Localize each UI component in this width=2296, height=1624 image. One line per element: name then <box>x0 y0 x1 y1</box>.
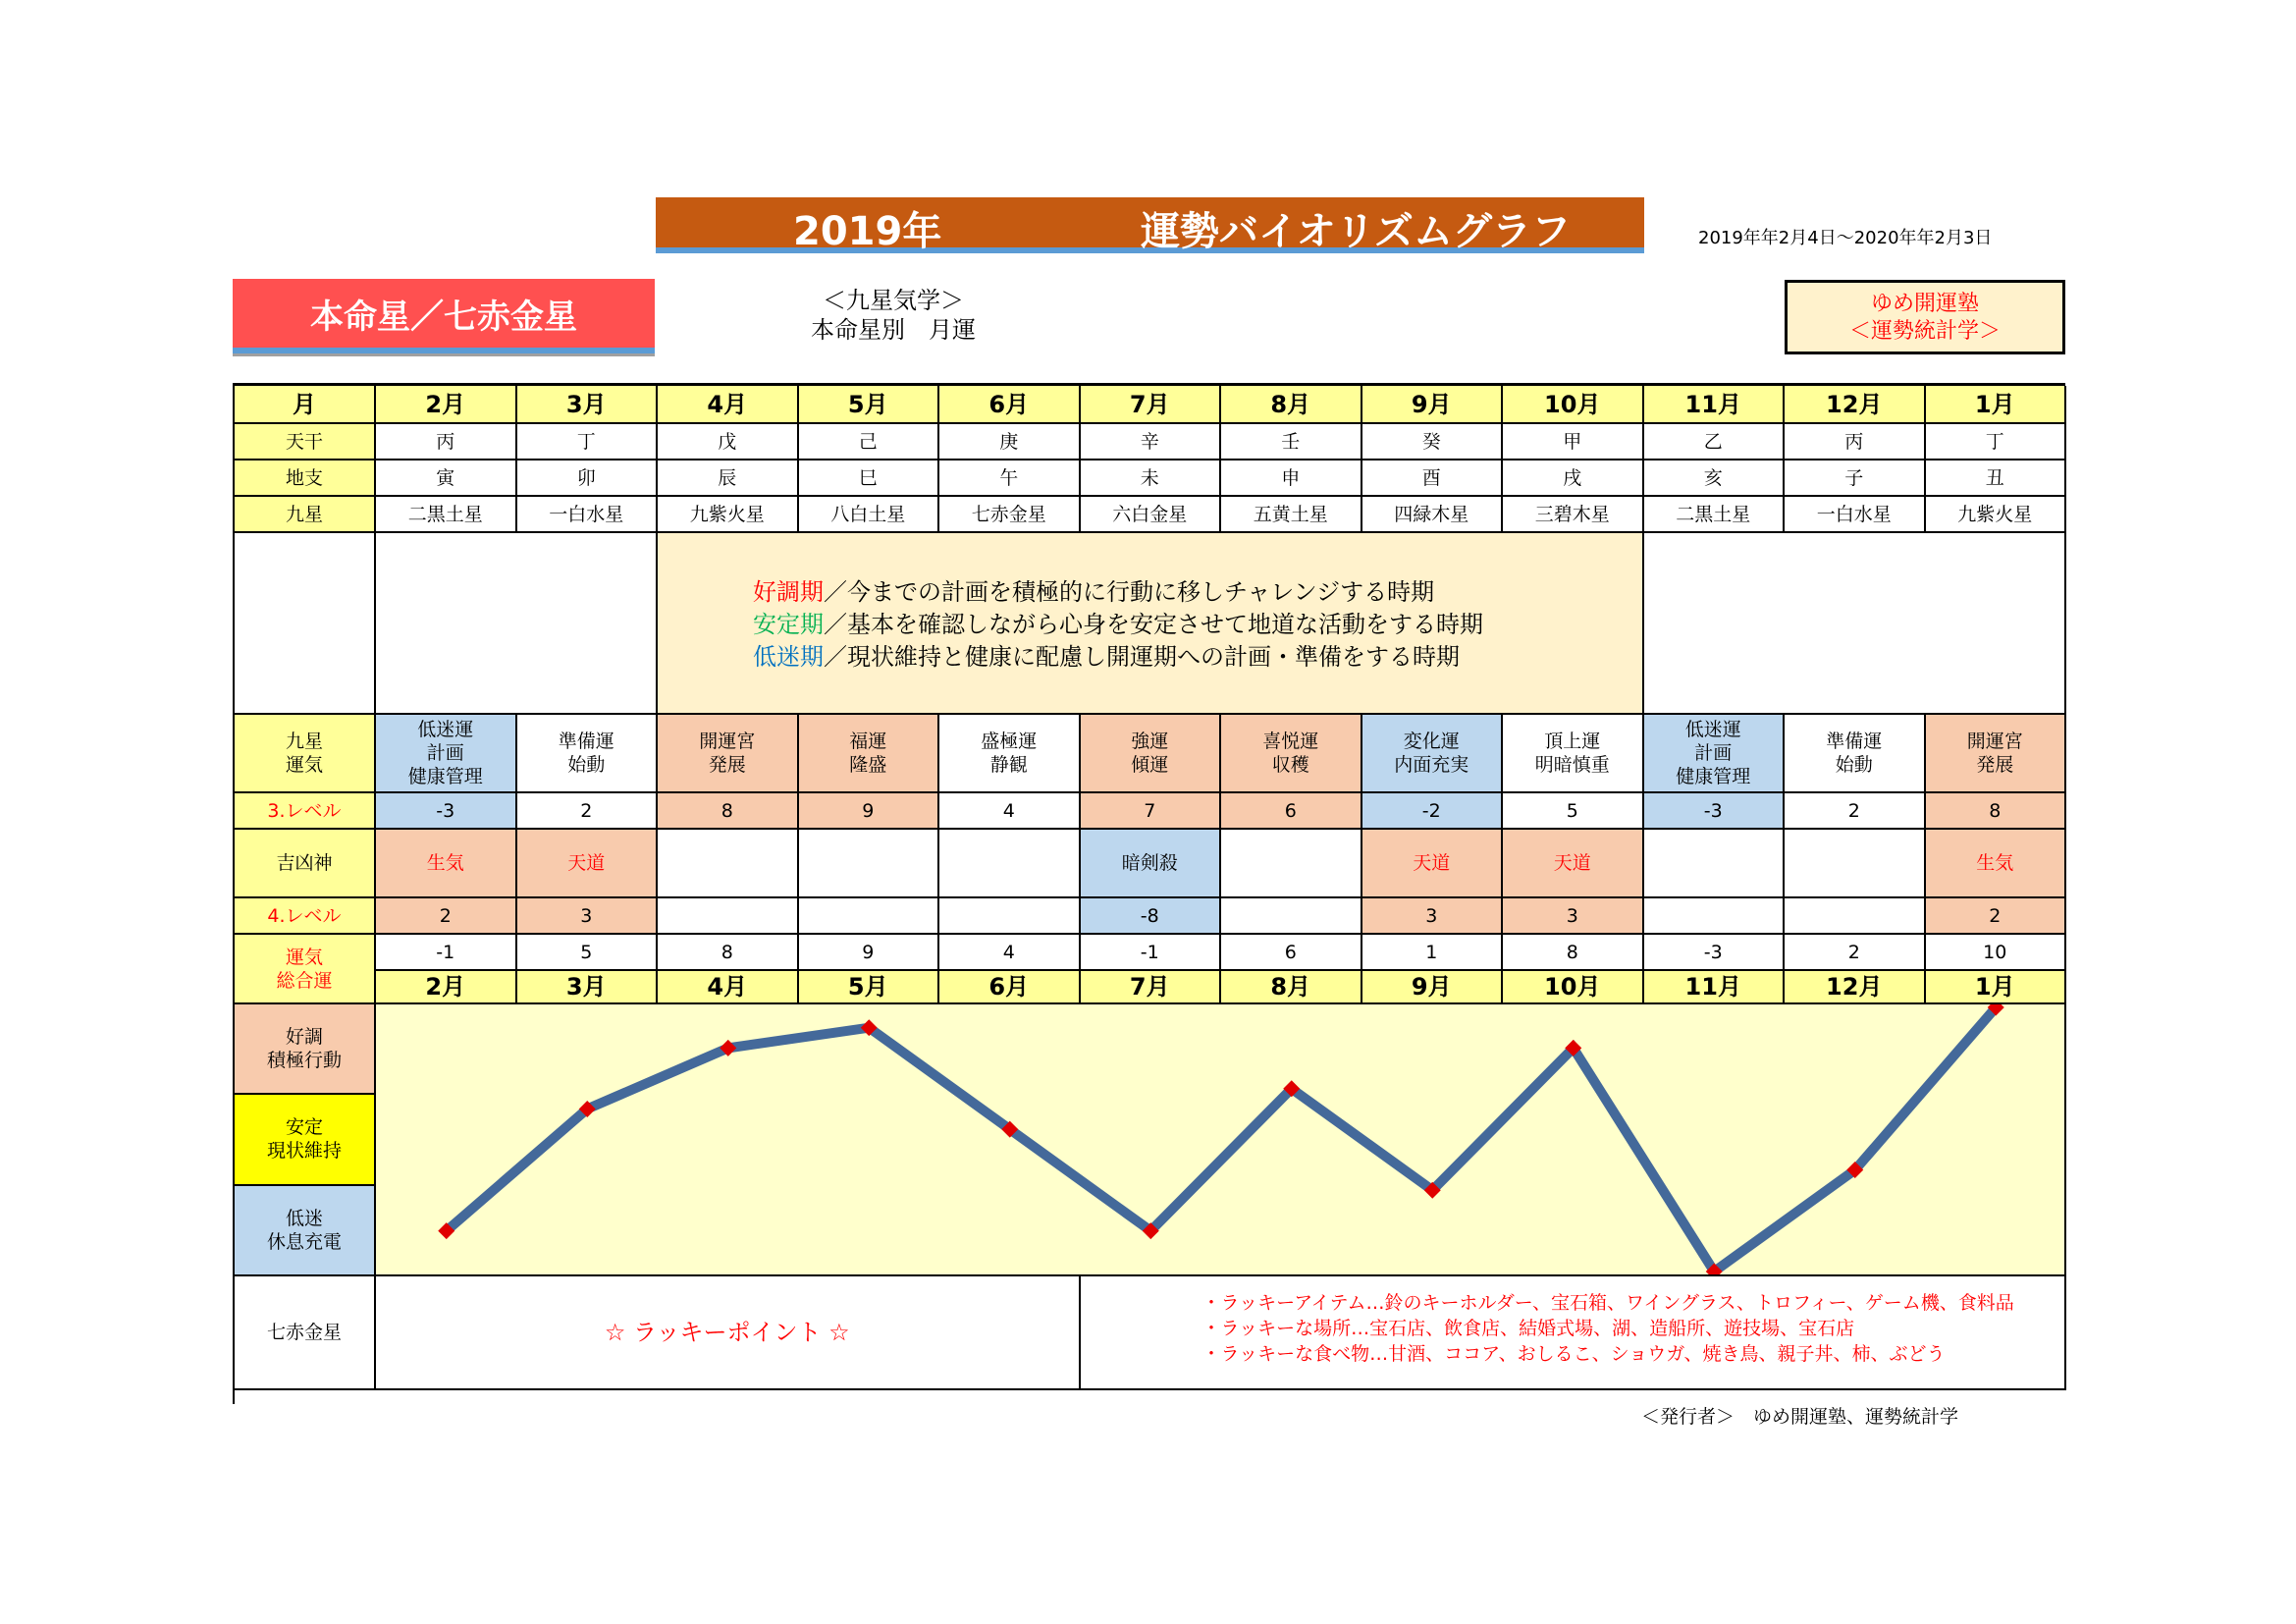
star-cell-text: 三碧木星 <box>1534 503 1610 525</box>
note-line <box>753 609 1483 640</box>
month-header <box>1081 386 1222 424</box>
level3-cell-text: 2 <box>1847 799 1860 822</box>
sogo-cell-text: 6 <box>1284 941 1297 963</box>
lucky-items <box>1081 1276 2067 1390</box>
unki-cell <box>1785 715 1926 793</box>
level3-cell-text: 6 <box>1284 799 1297 822</box>
row-label-tenkan <box>235 424 376 460</box>
note-text: ／基本を確認しながら心身を安定させて地道な活動をする時期 <box>824 611 1483 638</box>
chishi-cell-text: 亥 <box>1703 466 1723 489</box>
month-header-text: 6月 <box>988 390 1030 418</box>
notes-box <box>658 533 1644 715</box>
kyusei-subtitle <box>746 286 1041 345</box>
kikkyo-cell <box>1926 830 2067 898</box>
level3-cell <box>376 793 517 830</box>
month-footer-text: 9月 <box>1411 973 1452 1001</box>
star-cell <box>799 497 940 533</box>
month-header <box>1785 386 1926 424</box>
month-footer-text: 5月 <box>847 973 888 1001</box>
month-header <box>1644 386 1786 424</box>
tenkan-cell-text: 甲 <box>1563 430 1582 453</box>
chishi-cell-text: 子 <box>1844 466 1864 489</box>
level3-cell-text: -3 <box>436 799 455 822</box>
row-label-sogo <box>235 935 376 1004</box>
sogo-cell-text: 8 <box>1566 941 1578 963</box>
tenkan-cell <box>939 424 1081 460</box>
kikkyo-cell <box>1644 830 1786 898</box>
kikkyo-cell <box>1221 830 1362 898</box>
footer-publisher: ＜発行者＞ ゆめ開運塾、運勢統計学 <box>1641 1406 1959 1428</box>
chishi-cell-text: 丑 <box>1985 466 2004 489</box>
sogo-cell-text: 9 <box>862 941 875 963</box>
month-footer <box>376 971 517 1004</box>
biorhythm-chart <box>376 1004 2064 1274</box>
star-cell <box>1785 497 1926 533</box>
star-cell-text: 二黒土星 <box>1676 503 1751 525</box>
sogo-cell-text: -1 <box>436 941 455 963</box>
level3-cell <box>1221 793 1362 830</box>
fortune-table <box>233 383 2065 1404</box>
note-term: 低迷期 <box>753 643 824 671</box>
star-cell <box>517 497 659 533</box>
row-label-level3 <box>235 793 376 830</box>
month-footer-text: 1月 <box>1974 973 2015 1001</box>
title-year: 2019年 <box>793 209 942 254</box>
month-footer <box>1644 971 1786 1004</box>
month-header-text: 1月 <box>1974 390 2015 418</box>
unki-cell <box>799 715 940 793</box>
unki-cell <box>376 715 517 793</box>
tenkan-cell <box>658 424 799 460</box>
lucky-item: ・ラッキーな場所…宝石店、飲食店、結婚式場、湖、造船所、遊技場、宝石店 <box>1201 1318 1855 1339</box>
unki-cell <box>939 715 1081 793</box>
month-footer-text: 4月 <box>707 973 748 1001</box>
level4-cell <box>799 898 940 935</box>
chishi-cell <box>1081 460 1222 497</box>
month-header <box>1503 386 1644 424</box>
tenkan-cell-text: 丙 <box>1844 430 1864 453</box>
level4-cell-text: 2 <box>1989 904 2002 927</box>
month-header-text: 4月 <box>707 390 748 418</box>
row-label-level4-text: 4.レベル <box>267 904 342 927</box>
level4-cell <box>517 898 659 935</box>
chishi-cell <box>799 460 940 497</box>
tenkan-cell-text: 己 <box>858 430 878 453</box>
chishi-cell-text: 巳 <box>858 466 878 489</box>
row-label-month <box>235 386 376 424</box>
unki-cell-text: 準備運 始動 <box>558 731 614 776</box>
kikkyo-cell <box>517 830 659 898</box>
note-line <box>753 641 1460 673</box>
month-header-text: 11月 <box>1684 390 1741 418</box>
sogo-cell <box>658 935 799 971</box>
month-footer-text: 10月 <box>1544 973 1601 1001</box>
tenkan-cell <box>1644 424 1786 460</box>
lucky-title-text: ☆ ラッキーポイント ☆ <box>604 1319 850 1346</box>
tenkan-cell <box>1785 424 1926 460</box>
level3-cell <box>1644 793 1786 830</box>
sogo-cell <box>1926 935 2067 971</box>
star-cell <box>1503 497 1644 533</box>
chishi-cell-text: 未 <box>1140 466 1159 489</box>
kikkyo-cell-text: 生気 <box>426 852 464 874</box>
chishi-cell-text: 酉 <box>1421 466 1441 489</box>
star-cell-text: 九紫火星 <box>1957 503 2033 525</box>
unki-cell <box>1926 715 2067 793</box>
level4-cell-text: 3 <box>580 904 593 927</box>
chishi-cell <box>1644 460 1786 497</box>
tenkan-cell-text: 戊 <box>718 430 737 453</box>
unki-cell-text: 開運宮 発展 <box>699 731 756 776</box>
month-footer <box>1362 971 1504 1004</box>
month-header <box>799 386 940 424</box>
row-label-month-text: 月 <box>293 390 316 418</box>
month-footer <box>1785 971 1926 1004</box>
month-header <box>1926 386 2067 424</box>
sogo-cell-text: 2 <box>1847 941 1860 963</box>
tenkan-cell-text: 壬 <box>1281 430 1301 453</box>
kikkyo-cell-text: 生気 <box>1976 852 2014 874</box>
level3-cell <box>799 793 940 830</box>
series-line <box>447 1007 1997 1272</box>
period-text: 2019年年2月4日～2020年年2月3日 <box>1698 228 1993 248</box>
month-footer-text: 8月 <box>1270 973 1311 1001</box>
kikkyo-cell-text: 天道 <box>1413 852 1451 874</box>
level3-cell-text: 5 <box>1566 799 1578 822</box>
sogo-cell <box>1503 935 1644 971</box>
star-cell-text: 七赤金星 <box>971 503 1046 525</box>
star-cell-text: 五黄土星 <box>1253 503 1328 525</box>
tenkan-cell <box>1362 424 1504 460</box>
unki-cell-text: 福運 隆盛 <box>849 731 887 776</box>
star-cell <box>1926 497 2067 533</box>
unki-cell-text: 低迷運 計画 健康管理 <box>407 719 483 787</box>
star-cell <box>658 497 799 533</box>
unki-cell <box>1221 715 1362 793</box>
level4-cell-text: -8 <box>1140 904 1159 927</box>
unki-cell-text: 準備運 始動 <box>1826 731 1883 776</box>
sogo-cell-text: 1 <box>1425 941 1438 963</box>
unki-cell <box>1362 715 1504 793</box>
sogo-cell <box>799 935 940 971</box>
chishi-cell-text: 辰 <box>718 466 737 489</box>
level3-cell-text: 8 <box>721 799 733 822</box>
level4-cell-text: 3 <box>1566 904 1578 927</box>
unki-cell-text: 変化運 内面充実 <box>1394 731 1469 776</box>
level4-cell <box>1221 898 1362 935</box>
notes-blank-left <box>376 533 658 715</box>
month-header-text: 8月 <box>1270 390 1311 418</box>
level4-cell <box>658 898 799 935</box>
month-header <box>658 386 799 424</box>
chishi-cell <box>1362 460 1504 497</box>
row-label-level4 <box>235 898 376 935</box>
row-label-tenkan-text: 天干 <box>285 430 323 453</box>
kikkyo-cell <box>1081 830 1222 898</box>
note-text: ／今までの計画を積極的に行動に移しチャレンジする時期 <box>824 578 1435 606</box>
unki-cell-text: 喜悦運 収穫 <box>1262 731 1319 776</box>
kikkyo-cell <box>376 830 517 898</box>
star-cell-text: 一白水星 <box>549 503 624 525</box>
zone-label-1 <box>235 1095 376 1185</box>
sogo-cell-text: 5 <box>580 941 593 963</box>
unki-cell-text: 開運宮 発展 <box>1966 731 2023 776</box>
row-label-unki-text: 九星 運気 <box>285 731 323 776</box>
star-cell <box>1081 497 1222 533</box>
level3-cell-text: 8 <box>1989 799 2002 822</box>
star-cell-text: 八白土星 <box>830 503 906 525</box>
publisher-line1: ゆめ開運塾 <box>1870 292 1979 316</box>
month-header-text: 10月 <box>1544 390 1601 418</box>
sogo-cell <box>939 935 1081 971</box>
sogo-cell-text: 8 <box>721 941 733 963</box>
star-cell <box>376 497 517 533</box>
month-header-text: 2月 <box>425 390 466 418</box>
month-header <box>517 386 659 424</box>
star-cell <box>1644 497 1786 533</box>
tenkan-cell-text: 癸 <box>1421 430 1441 453</box>
kyusei-line2: 本命星別 月運 <box>811 316 976 344</box>
tenkan-cell <box>1503 424 1644 460</box>
sogo-cell-text: 4 <box>1002 941 1015 963</box>
chishi-cell-text: 卯 <box>576 466 596 489</box>
unki-cell <box>1503 715 1644 793</box>
level3-cell <box>1081 793 1222 830</box>
chishi-cell <box>376 460 517 497</box>
level4-cell <box>376 898 517 935</box>
tenkan-cell-text: 丙 <box>436 430 455 453</box>
sogo-cell <box>1362 935 1504 971</box>
tenkan-cell-text: 庚 <box>999 430 1019 453</box>
row-label-chishi-text: 地支 <box>285 466 323 489</box>
month-footer <box>1926 971 2067 1004</box>
month-header <box>939 386 1081 424</box>
sogo-cell-text: -1 <box>1140 941 1159 963</box>
level3-cell-text: -3 <box>1703 799 1723 822</box>
publisher-line2: ＜運勢統計学＞ <box>1848 319 2001 344</box>
month-footer-text: 6月 <box>988 973 1030 1001</box>
note-text: ／現状維持と健康に配慮し開運期への計画・準備をする時期 <box>824 643 1460 671</box>
sogo-cell <box>1221 935 1362 971</box>
sogo-cell <box>1081 935 1222 971</box>
level3-cell <box>1503 793 1644 830</box>
unki-cell-text: 頂上運 明暗慎重 <box>1534 731 1610 776</box>
month-header-text: 3月 <box>565 390 607 418</box>
sogo-cell <box>1785 935 1926 971</box>
month-footer-text: 11月 <box>1684 973 1741 1001</box>
kikkyo-cell <box>799 830 940 898</box>
unki-cell <box>517 715 659 793</box>
title-banner <box>656 197 1644 253</box>
notes-blank-right <box>1644 533 2067 715</box>
month-footer <box>1221 971 1362 1004</box>
tenkan-cell-text: 丁 <box>576 430 596 453</box>
chishi-cell-text: 午 <box>999 466 1019 489</box>
month-header <box>1221 386 1362 424</box>
tenkan-cell <box>1081 424 1222 460</box>
row-label-kyusei-text: 九星 <box>285 503 323 525</box>
note-line <box>753 576 1434 608</box>
month-header-text: 7月 <box>1129 390 1170 418</box>
lucky-title <box>376 1276 1081 1390</box>
level4-cell-text: 3 <box>1425 904 1438 927</box>
lucky-item: ・ラッキーアイテム…鈴のキーホルダー、宝石箱、ワイングラス、トロフィー、ゲーム機、食料品 <box>1201 1292 2014 1314</box>
unki-cell <box>1081 715 1222 793</box>
level4-cell <box>939 898 1081 935</box>
unki-cell <box>1644 715 1786 793</box>
tenkan-cell <box>1221 424 1362 460</box>
zone-label-0 <box>235 1004 376 1095</box>
unki-cell-text: 強運 傾運 <box>1131 731 1169 776</box>
star-cell-text: 六白金星 <box>1112 503 1188 525</box>
month-header <box>1362 386 1504 424</box>
level4-cell <box>1081 898 1222 935</box>
level3-cell <box>1785 793 1926 830</box>
level3-cell-text: 9 <box>862 799 875 822</box>
note-term: 好調期 <box>753 578 824 606</box>
month-header <box>376 386 517 424</box>
level3-cell-text: 4 <box>1002 799 1015 822</box>
row-label-unki <box>235 715 376 793</box>
month-header-text: 9月 <box>1411 390 1452 418</box>
row-label-kikkyo-text: 吉凶神 <box>276 852 333 874</box>
level3-cell-text: -2 <box>1421 799 1441 822</box>
month-header-text: 5月 <box>847 390 888 418</box>
month-footer <box>799 971 940 1004</box>
tenkan-cell-text: 丁 <box>1985 430 2004 453</box>
kikkyo-cell <box>1503 830 1644 898</box>
kikkyo-cell-text: 暗剣殺 <box>1121 852 1178 874</box>
zone-label-1-text: 安定 現状維持 <box>266 1116 342 1163</box>
chishi-cell <box>939 460 1081 497</box>
sogo-cell-text: 10 <box>1983 941 2007 963</box>
tenkan-cell <box>376 424 517 460</box>
month-footer-text: 2月 <box>425 973 466 1001</box>
zone-label-2 <box>235 1186 376 1276</box>
chishi-cell <box>1503 460 1644 497</box>
chishi-cell <box>658 460 799 497</box>
sogo-cell <box>1644 935 1786 971</box>
month-footer-text: 12月 <box>1826 973 1883 1001</box>
note-term: 安定期 <box>753 611 824 638</box>
unki-cell <box>658 715 799 793</box>
row-label-kyusei <box>235 497 376 533</box>
star-cell-text: 四緑木星 <box>1394 503 1469 525</box>
unki-cell-text: 低迷運 計画 健康管理 <box>1676 719 1751 787</box>
tenkan-cell-text: 辛 <box>1140 430 1159 453</box>
chishi-cell <box>1785 460 1926 497</box>
lucky-item: ・ラッキーな食べ物…甘酒、ココア、おしるこ、ショウガ、焼き鳥、親子丼、柿、ぶどう <box>1201 1343 1946 1365</box>
month-footer <box>939 971 1081 1004</box>
level3-cell <box>517 793 659 830</box>
honmei-banner: 本命星／七赤金星 <box>233 279 655 353</box>
sogo-cell <box>517 935 659 971</box>
row-label-sogo-text: 運気 総合運 <box>276 946 333 992</box>
month-footer-text: 3月 <box>565 973 607 1001</box>
level4-cell <box>1503 898 1644 935</box>
chishi-cell-text: 戌 <box>1563 466 1582 489</box>
kyusei-line1: ＜九星気学＞ <box>823 287 964 314</box>
row-label-kikkyo <box>235 830 376 898</box>
level3-cell <box>658 793 799 830</box>
kikkyo-cell <box>1362 830 1504 898</box>
lucky-star-label <box>235 1276 376 1390</box>
chishi-cell-text: 申 <box>1281 466 1301 489</box>
level3-cell <box>1362 793 1504 830</box>
star-cell <box>939 497 1081 533</box>
row-label-blank <box>235 533 376 715</box>
level4-cell <box>1362 898 1504 935</box>
page-title: 運勢バイオリズムグラフ <box>1141 209 1571 254</box>
month-footer <box>1081 971 1222 1004</box>
level4-cell <box>1926 898 2067 935</box>
level4-cell-text: 2 <box>439 904 452 927</box>
row-label-level3-text: 3.レベル <box>267 799 342 822</box>
tenkan-cell <box>799 424 940 460</box>
unki-cell-text: 盛極運 静観 <box>981 731 1038 776</box>
zone-label-2-text: 低迷 休息充電 <box>266 1207 342 1253</box>
month-footer <box>658 971 799 1004</box>
tenkan-cell <box>1926 424 2067 460</box>
star-cell-text: 二黒土星 <box>407 503 483 525</box>
level3-cell <box>939 793 1081 830</box>
chishi-cell <box>517 460 659 497</box>
row-label-chishi <box>235 460 376 497</box>
lucky-star-label-text: 七赤金星 <box>266 1322 342 1343</box>
sogo-cell <box>376 935 517 971</box>
month-footer <box>1503 971 1644 1004</box>
tenkan-cell-text: 乙 <box>1703 430 1723 453</box>
kikkyo-cell-text: 天道 <box>567 852 606 874</box>
month-header-text: 12月 <box>1826 390 1883 418</box>
level4-cell <box>1785 898 1926 935</box>
tenkan-cell <box>517 424 659 460</box>
star-cell <box>1362 497 1504 533</box>
zone-label-0-text: 好調 積極行動 <box>266 1026 342 1072</box>
sogo-cell-text: -3 <box>1703 941 1723 963</box>
kikkyo-cell-text: 天道 <box>1553 852 1591 874</box>
kikkyo-cell <box>658 830 799 898</box>
kikkyo-cell <box>1785 830 1926 898</box>
level3-cell-text: 2 <box>580 799 593 822</box>
level4-cell <box>1644 898 1786 935</box>
chart-area <box>376 1004 2066 1276</box>
chishi-cell <box>1221 460 1362 497</box>
month-footer-text: 7月 <box>1129 973 1170 1001</box>
month-footer <box>517 971 659 1004</box>
star-cell-text: 一白水星 <box>1816 503 1892 525</box>
star-cell <box>1221 497 1362 533</box>
chishi-cell-text: 寅 <box>436 466 455 489</box>
kikkyo-cell <box>939 830 1081 898</box>
chishi-cell <box>1926 460 2067 497</box>
publisher-box <box>1785 280 2065 354</box>
level3-cell-text: 7 <box>1144 799 1156 822</box>
level3-cell <box>1926 793 2067 830</box>
star-cell-text: 九紫火星 <box>689 503 765 525</box>
